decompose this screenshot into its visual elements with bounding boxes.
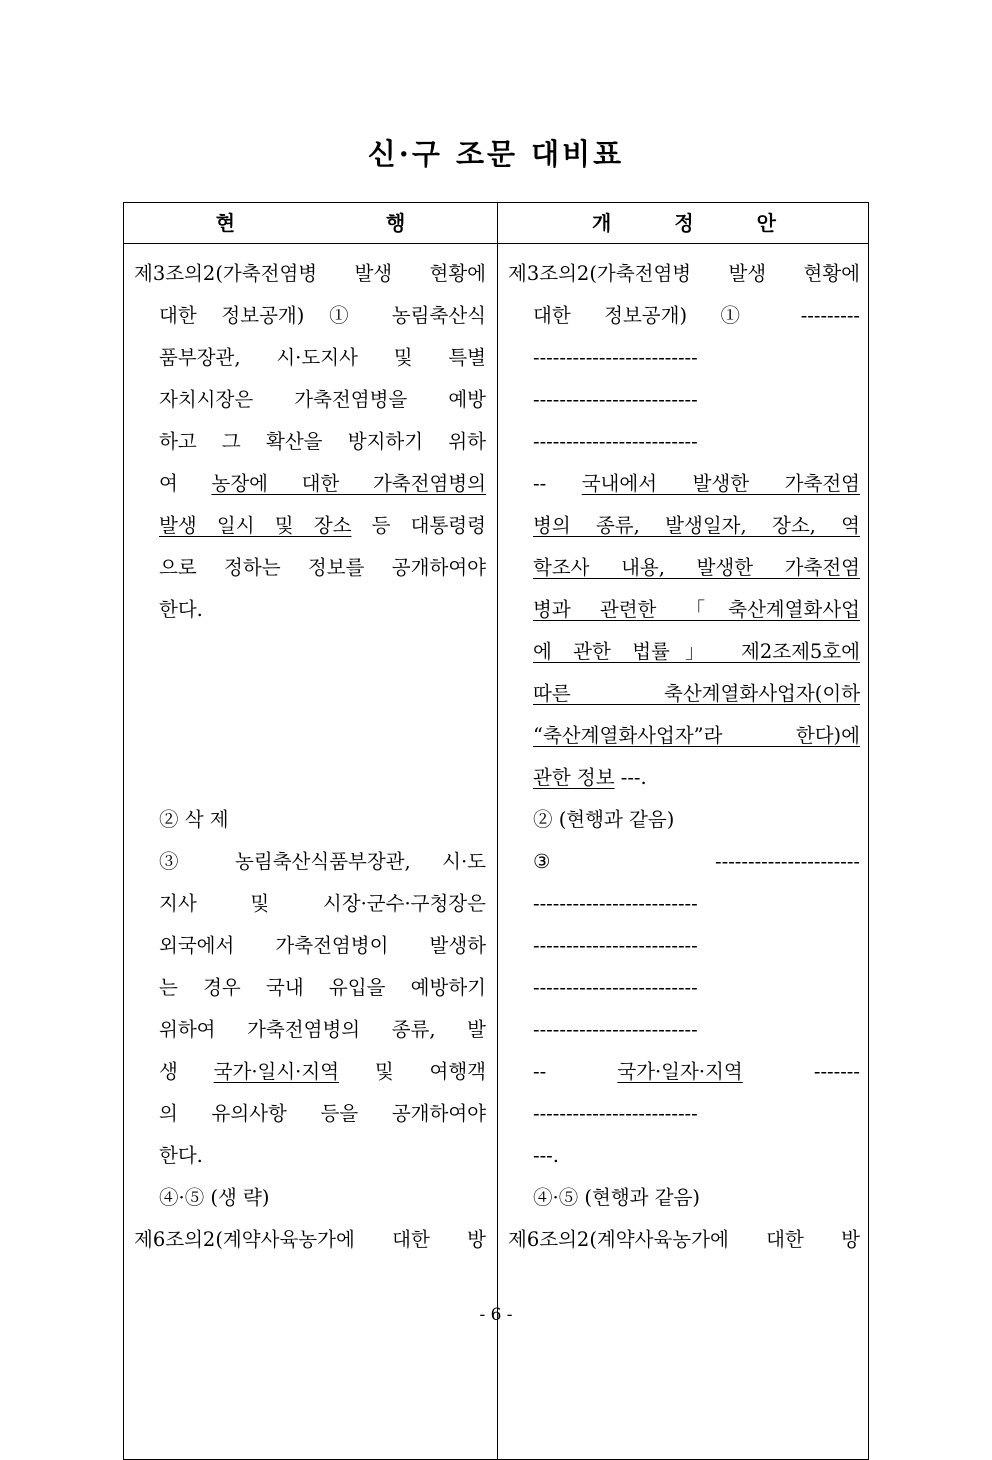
proposed-line: -------------------------: [533, 388, 698, 411]
current-line: 한다.: [159, 598, 203, 621]
page-number: - 6 -: [479, 1305, 513, 1325]
header-proposed: [498, 203, 870, 243]
proposed-line: -------------------------: [533, 430, 698, 453]
proposed-line: -------------------------: [533, 934, 698, 957]
current-line: 제3조의2(가축전염병 발생 현황에: [134, 262, 486, 285]
current-line: 자치시장은 가축전염병을 예방: [159, 388, 486, 411]
proposed-line-text: --: [533, 1060, 618, 1083]
current-line: 품부장관, 시·도지사 및 특별: [159, 346, 486, 369]
current-line: 한다.: [159, 1144, 203, 1167]
current-line: ② 삭 제: [159, 808, 229, 831]
proposed-line: [508, 505, 860, 547]
current-line-text: 여: [159, 472, 212, 495]
proposed-line: ④·⑤ (현행과 같음): [533, 1186, 700, 1209]
current-line: 외국에서 가축전염병이 발생하: [159, 934, 486, 957]
current-line: 대한 정보공개) ① 농림축산식: [159, 304, 486, 327]
proposed-line: -------------------------: [533, 1102, 698, 1125]
proposed-text-column: [508, 253, 860, 1261]
current-underlined-text: 국가·일시·지역: [213, 1060, 340, 1083]
current-line: 하고 그 확산을 방지하기 위하: [159, 430, 486, 453]
current-line: [134, 505, 486, 547]
proposed-line: [508, 589, 860, 631]
column-divider: [497, 203, 498, 1459]
current-line-text: 등 대통령령: [351, 514, 486, 537]
current-line-text: 및 여행객: [339, 1060, 486, 1083]
current-line: [134, 1051, 486, 1093]
proposed-line: 대한 정보공개) ① ---------: [533, 304, 860, 327]
current-line: [134, 757, 486, 799]
header-proposed-label: 개 정 안: [592, 211, 804, 235]
proposed-line: -------------------------: [533, 1018, 698, 1041]
table-header-row: [124, 203, 868, 244]
current-line: 의 유의사항 등을 공개하여야: [159, 1102, 486, 1125]
proposed-underlined-text: 학조사 내용, 발생한 가축전염: [533, 556, 860, 579]
proposed-line: -------------------------: [533, 976, 698, 999]
header-current: [124, 203, 497, 243]
proposed-underlined-text: 따른 축산계열화사업자(이하: [533, 682, 860, 705]
current-text-column: [134, 253, 486, 1261]
proposed-line-text: ---.: [614, 766, 647, 789]
current-underlined-text: 농장에 대한 가축전염병의: [211, 472, 486, 495]
current-line: [134, 463, 486, 505]
proposed-line: ② (현행과 같음): [533, 808, 675, 831]
proposed-line: -------------------------: [533, 346, 698, 369]
proposed-line: ③ ----------------------: [533, 850, 860, 873]
proposed-line: [508, 757, 860, 799]
current-line: 제6조의2(계약사육농가에 대한 방: [134, 1228, 486, 1251]
proposed-line: 제6조의2(계약사육농가에 대한 방: [508, 1228, 860, 1251]
proposed-underlined-text: 병의 종류, 발생일자, 장소, 역: [533, 514, 860, 537]
proposed-underlined-text: “축산계열화사업자”라 한다)에: [533, 724, 860, 747]
current-line: ④·⑤ (생 략): [159, 1186, 270, 1209]
proposed-line-text: --: [533, 472, 582, 495]
proposed-line: [508, 715, 860, 757]
proposed-line: -------------------------: [533, 892, 698, 915]
current-line: 는 경우 국내 유입을 예방하기: [159, 976, 486, 999]
page-title: 신·구 조문 대비표: [367, 137, 625, 171]
proposed-underlined-text: 국내에서 발생한 가축전염: [581, 472, 860, 495]
proposed-line: [508, 547, 860, 589]
proposed-line: [508, 631, 860, 673]
current-line: ③ 농림축산식품부장관, 시·도: [159, 850, 486, 873]
current-line: 위하여 가축전염병의 종류, 발: [159, 1018, 486, 1041]
proposed-line: [508, 673, 860, 715]
current-line: 으로 정하는 정보를 공개하여야: [159, 556, 486, 579]
proposed-line: ---.: [533, 1144, 559, 1167]
proposed-line-text: -------: [742, 1060, 860, 1083]
header-current-label: 현 행: [215, 211, 478, 235]
current-line: [134, 715, 486, 757]
current-line: 지사 및 시장·군수·구청장은: [159, 892, 486, 915]
proposed-underlined-text: 병과 관련한 「축산계열화사업: [533, 598, 860, 621]
current-underlined-text: 발생 일시 및 장소: [159, 514, 352, 537]
proposed-underlined-text: 국가·일자·지역: [617, 1060, 743, 1083]
proposed-underlined-text: 에 관한 법률」 제2조제5호에: [533, 640, 860, 663]
current-line: [134, 631, 486, 673]
proposed-underlined-text: 관한 정보: [533, 766, 615, 789]
proposed-line: 제3조의2(가축전염병 발생 현황에: [508, 262, 860, 285]
current-line: [134, 673, 486, 715]
proposed-line: [508, 1051, 860, 1093]
proposed-line: [508, 463, 860, 505]
comparison-table: [123, 202, 869, 1460]
current-line-text: 생: [159, 1060, 214, 1083]
